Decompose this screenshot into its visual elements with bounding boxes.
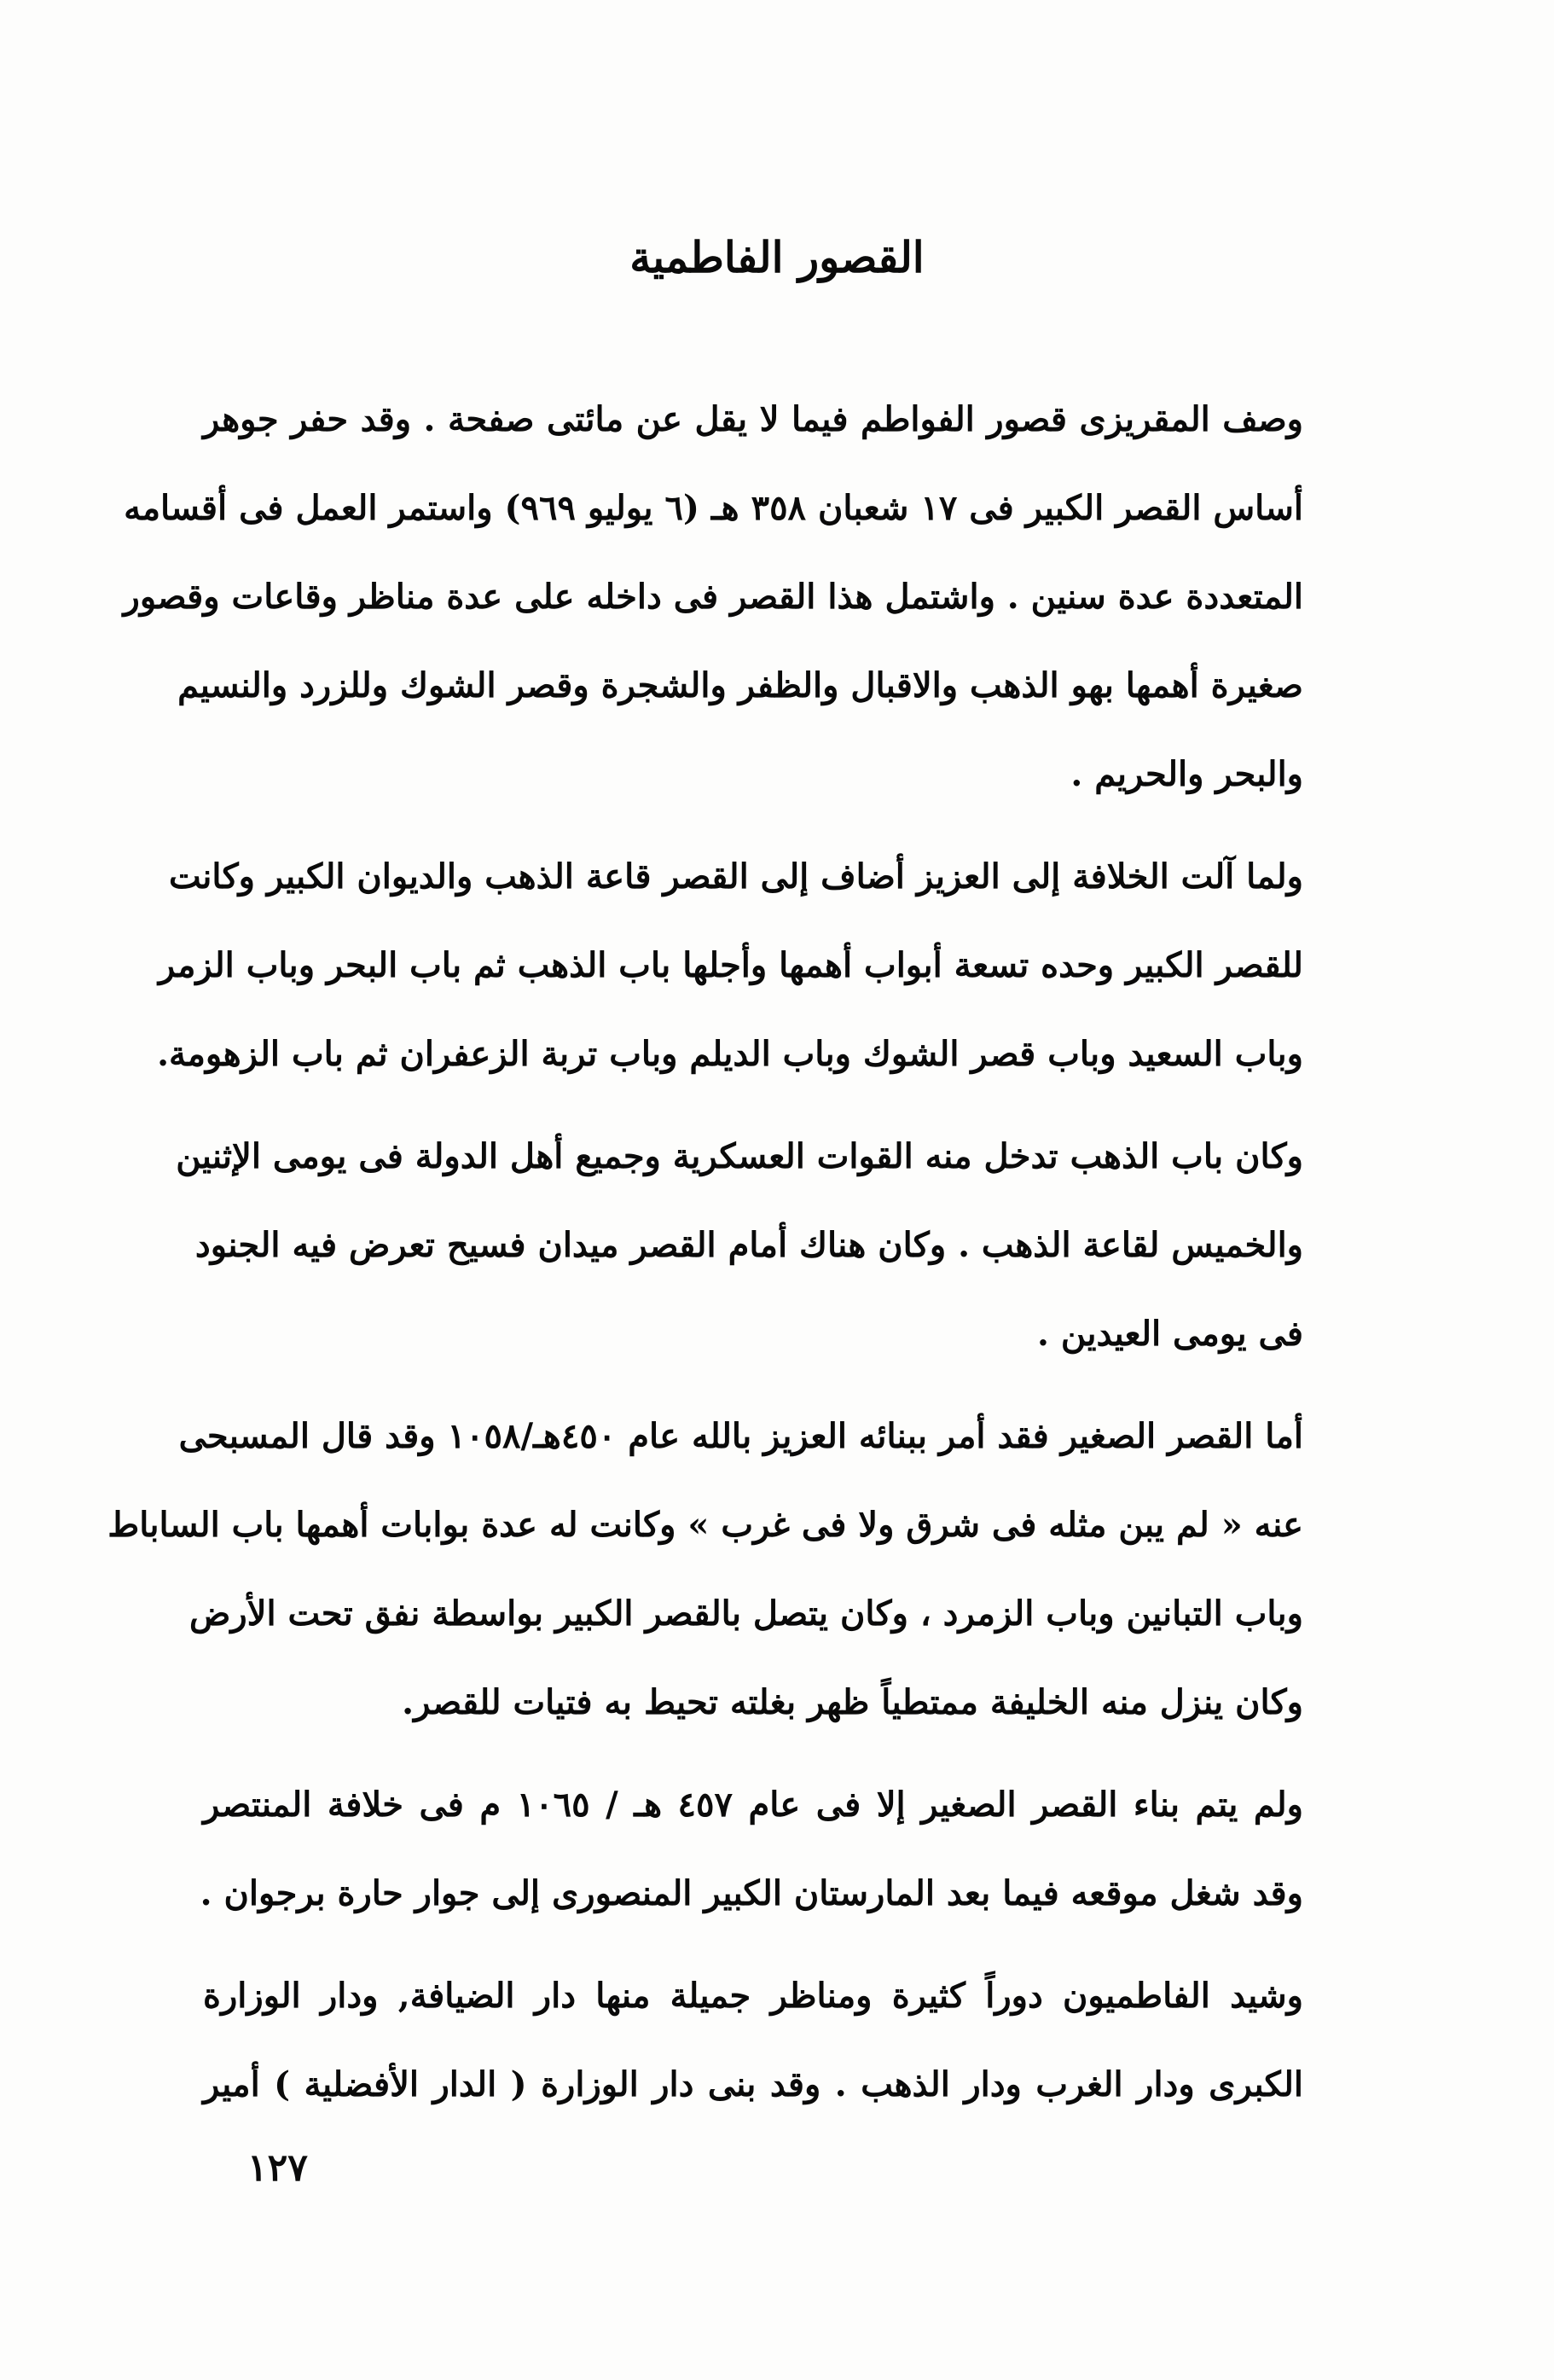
text-line: للقصر الكبير وحده تسعة أبواب أهمها وأجلها باب الذهب ثم باب البحر وباب الزمر: [158, 945, 1303, 985]
paragraph-1: [123, 375, 1303, 819]
page-title: القصور الفاطمية: [629, 232, 925, 282]
text-line: وكان ينزل منه الخليفة ممتطياً ظهر بغلته تحيط به فتيات للقصر.: [402, 1682, 1303, 1722]
text-line: الكبرى ودار الغرب ودار الذهب . وقد بنى دار الوزارة ( الدار الأفضلية ) أمير: [203, 2064, 1303, 2104]
paragraph-2: [157, 833, 1303, 1099]
text-line: فى يومى العيدين .: [1037, 1314, 1303, 1354]
paragraph-5: [200, 1761, 1303, 1938]
text-line: والخميس لقاعة الذهب . وكان هناك أمام القصر ميدان فسيح تعرض فيه الجنود: [194, 1225, 1303, 1265]
text-line: ولم يتم بناء القصر الصغير إلا فى عام ٤٥٧ هـ / ١٠٦٥ م فى خلافة المنتصر: [203, 1785, 1303, 1825]
text-line: وشيد الفاطميون دوراً كثيرة ومناظر جميلة منها دار الضيافة, ودار الوزارة: [203, 1976, 1303, 2016]
text-line: عنه « لم يبن مثله فى شرق ولا فى غرب » وكانت له عدة بوابات أهمها باب الساباط: [107, 1505, 1303, 1545]
text-line: وباب السعيد وباب قصر الشوك وباب الديلم وباب تربة الزعفران ثم باب الزهومة.: [157, 1034, 1303, 1074]
text-line: أما القصر الصغير فقد أمر ببنائه العزيز بالله عام ٤٥٠هـ/١٠٥٨ وقد قال المسبحى: [178, 1416, 1303, 1456]
text-line: أساس القصر الكبير فى ١٧ شعبان ٣٥٨ هـ (٦ يوليو ٩٦٩) واستمر العمل فى أقسامه: [124, 488, 1303, 528]
text-line: ولما آلت الخلافة إلى العزيز أضاف إلى القصر قاعة الذهب والديوان الكبير وكانت: [169, 856, 1303, 897]
text-line: وقد شغل موقعه فيما بعد المارستان الكبير المنصورى إلى جوار حارة برجوان .: [200, 1873, 1303, 1913]
paragraph-3: [176, 1112, 1303, 1379]
paragraph-4: [107, 1392, 1303, 1747]
text-line: وباب التبانين وباب الزمرد ، وكان يتصل بالقصر الكبير بواسطة نفق تحت الأرض: [188, 1593, 1303, 1634]
paragraph-6: [203, 1952, 1303, 2129]
text-line: المتعددة عدة سنين . واشتمل هذا القصر فى داخله على عدة مناظر وقاعات وقصور: [123, 577, 1303, 617]
text-line: وكان باب الذهب تدخل منه القوات العسكرية وجميع أهل الدولة فى يومى الإثنين: [176, 1136, 1303, 1176]
body-text: [107, 375, 1303, 2143]
text-line: وصف المقريزى قصور الفواطم فيما لا يقل عن مائتى صفحة . وقد حفر جوهر: [203, 399, 1303, 439]
text-line: صغيرة أهمها بهو الذهب والاقبال والظفر والشجرة وقصر الشوك وللزرد والنسيم: [177, 665, 1303, 705]
page-number: ١٢٧: [247, 2146, 308, 2190]
text-line: والبحر والحريم .: [1070, 754, 1303, 794]
